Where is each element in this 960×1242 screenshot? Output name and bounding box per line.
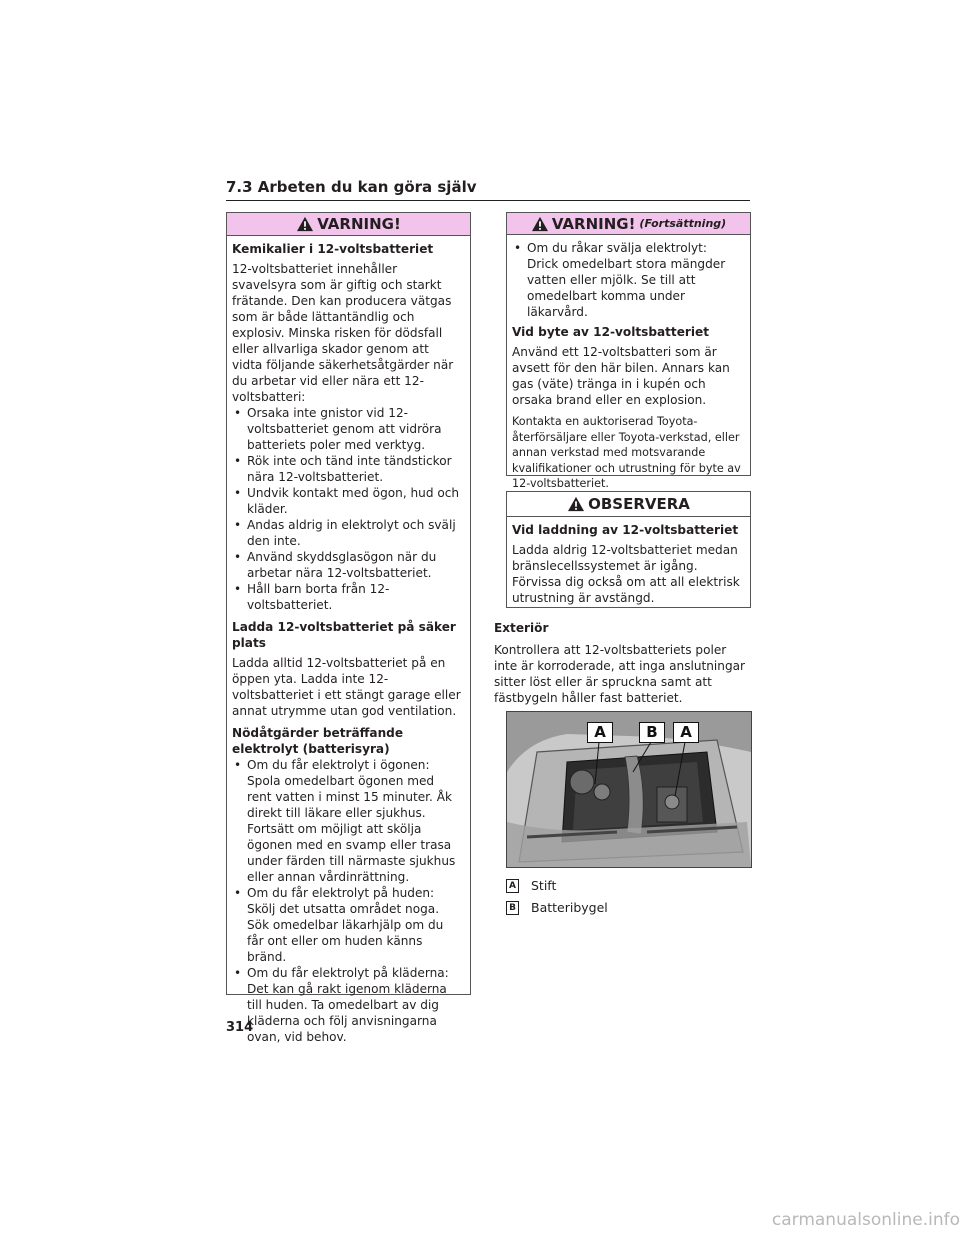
observe-title: OBSERVERA <box>588 495 690 513</box>
warning-triangle-icon <box>296 216 314 232</box>
list-item: • Håll barn borta från 12-voltsbatteriet. <box>232 581 462 613</box>
warning-triangle-icon <box>531 216 549 232</box>
list-item: • Andas aldrig in elektrolyt och svälj den inte. <box>232 517 462 549</box>
exterior-paragraph: Kontrollera att 12-voltsbatteriets poler inte är korroderade, att inga anslutningar sitter löst eller är spruckna samt att fästbygeln håller fast batteriet. <box>494 643 746 705</box>
warning-box-right <box>506 212 751 490</box>
observe-box <box>506 491 751 608</box>
warning-bullet-list <box>232 757 462 1045</box>
observe-paragraph: Ladda aldrig 12-voltsbatteriet medan bränslecellssystemet är igång. Förvissa dig också om att all elektrisk utrustning är avstängd. <box>512 543 740 605</box>
legend-item-b <box>506 900 608 915</box>
list-item: • Rök inte och tänd inte tändstickor nära 12-voltsbatteriet. <box>232 453 462 485</box>
warning-bullet-list <box>512 240 742 320</box>
warning-subheading: Kemikalier i 12-voltsbatteriet <box>232 242 434 256</box>
list-item: • Om du får elektrolyt på kläderna: Det kan gå rakt igenom kläderna till huden. Ta omedelbart av dig kläderna och följ anvisningarna ovan, vid behov. <box>232 965 462 1045</box>
list-item: • Om du råkar svälja elektrolyt: Drick omedelbart stora mängder vatten eller mjölk. Se till att omedelbart komma under läkarvård. <box>512 240 742 320</box>
battery-photo <box>506 711 752 868</box>
battery-illustration <box>507 712 751 867</box>
warning-title: VARNING! <box>551 214 636 233</box>
list-item: • Orsaka inte gnistor vid 12-voltsbatteriet genom att vidröra batteriets poler med verktyg. <box>232 405 462 453</box>
exterior-section <box>494 620 750 706</box>
section-header: 7.3 Arbeten du kan göra själv <box>226 178 750 201</box>
legend-item-a <box>506 878 556 893</box>
exterior-heading: Exteriör <box>494 621 549 635</box>
warning-box-header <box>227 213 470 236</box>
watermark: carmanualsonline.info <box>771 1210 960 1230</box>
list-item: • Om du får elektrolyt på huden: Skölj det utsatta området noga. Sök omedelbar läkarhjälp om du får ont eller om huden känns bränd. <box>232 885 462 965</box>
list-item: • Undvik kontakt med ögon, hud och kläder. <box>232 485 462 517</box>
photo-label-b: B <box>639 722 665 743</box>
warning-box-header <box>507 213 750 235</box>
observe-subheading: Vid laddning av 12-voltsbatteriet <box>512 523 739 537</box>
warning-paragraph: Ladda alltid 12-voltsbatteriet på en öppen yta. Ladda inte 12-voltsbatteriet i ett stängt garage eller annat utrymme utan god ventilation. <box>232 656 461 718</box>
warning-subheading: Nödåtgärder beträffande elektrolyt (batterisyra) <box>232 726 404 756</box>
warning-paragraph: Använd ett 12-voltsbatteri som är avsett för den här bilen. Annars kan gas (väte) tränga in i kupén och orsaka brand eller en explosion. <box>512 345 730 407</box>
list-item: • Använd skyddsglasögon när du arbetar nära 12-voltsbatteriet. <box>232 549 462 581</box>
observe-box-header <box>507 492 750 517</box>
warning-triangle-icon <box>567 496 585 512</box>
legend-key: B <box>506 901 519 915</box>
warning-subheading: Vid byte av 12-voltsbatteriet <box>512 325 709 339</box>
legend-label: Batteribygel <box>531 900 608 915</box>
warning-bullet-list <box>232 405 462 613</box>
warning-paragraph: 12-voltsbatteriet innehåller svavelsyra som är giftig och starkt frätande. Den kan producera vätgas som är både lättantändlig och explosiv. Minska risken för dödsfall eller allvarliga skador genom att vidta följande säkerhetsåtgärder när du arbetar vid eller nära ett 12-voltsbatteri: <box>232 262 454 404</box>
list-item: • Om du får elektrolyt i ögonen: Spola omedelbart ögonen med rent vatten i minst 15 minuter. Åk direkt till läkare eller sjukhus. Fortsätt om möjligt att skölja ögonen med en svamp eller trasa under färden till närmaste sjukhus eller annan vårdinrättning. <box>232 757 462 885</box>
photo-label-a: A <box>673 722 699 743</box>
warning-paragraph: Kontakta en auktoriserad Toyota-återförsäljare eller Toyota-verkstad, eller annan verkstad med motsvarande kvalifikationer och utrustning för byte av 12-voltsbatteriet. <box>512 415 741 490</box>
photo-label-a: A <box>587 722 613 743</box>
warning-subheading: Ladda 12-voltsbatteriet på säker plats <box>232 620 456 650</box>
page-number: 314 <box>226 1020 254 1035</box>
warning-title: VARNING! <box>317 215 401 233</box>
legend-label: Stift <box>531 878 557 893</box>
legend-key: A <box>506 879 519 893</box>
continued-label: (Fortsättning) <box>639 217 727 230</box>
